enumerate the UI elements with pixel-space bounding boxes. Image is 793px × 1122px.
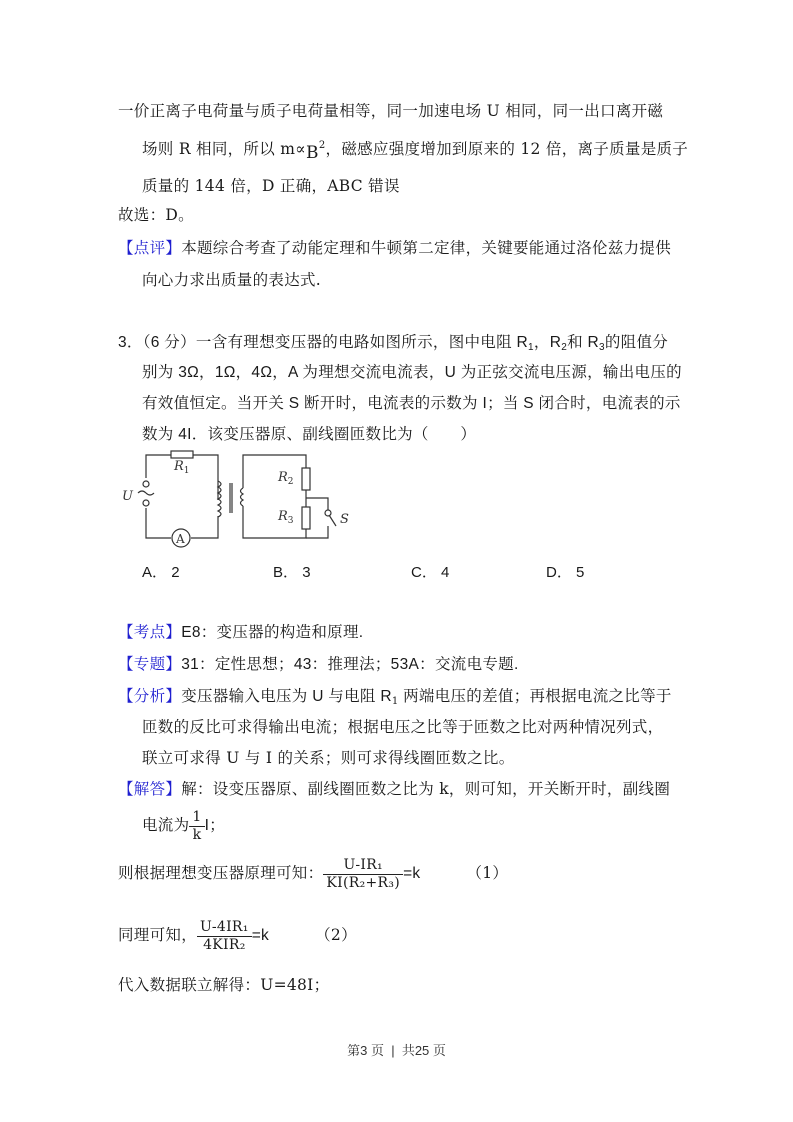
primary-coil [218,481,221,517]
text: 2 [318,140,326,151]
resistor-r2 [302,468,310,490]
text: 同理可知， [118,926,198,944]
equation-number: （1） [466,864,509,882]
page-number: 第3 页 [347,1043,384,1058]
jieda-line-1 [118,779,670,799]
question-line-2: 别为 3Ω，1Ω，4Ω，A 为理想交流电流表，U 为正弦交流电压源，输出电压的 [142,364,682,381]
total-pages: 共25 页 [401,1043,446,1058]
question-line-3: 有效值恒定。当开关 S 断开时，电流表的示数为 I；当 S 闭合时，电流表的示 [142,395,681,412]
text: 的阻值分 [604,334,669,351]
text: I； [204,817,226,834]
question-number: 3．（6 分） [118,334,196,351]
prev-solution-line-1: 一价正离子电荷量与质子电荷量相等，同一加速电场 U 相同，同一出口离开磁 [118,102,664,120]
comment-line-2: 向心力求出质量的表达式. [142,271,322,289]
question-line-4: 数为 4I．该变压器原、副线圈匝数比为（ ） [142,426,477,443]
label-r1: $R_1$ [174,459,190,476]
text: 31：定性思想；43：推理法；53A：交流电专题. [181,656,519,673]
secondary-coil [241,488,244,506]
zhuanti-tag: 【专题】 [118,655,182,673]
text: 两端电压的差值；再根据电流之比等于 [398,688,672,705]
denominator: KI(R₂+R₃) [326,874,401,891]
text: 电流为 [142,816,190,834]
text: A． [142,564,168,581]
choice-d [546,561,584,582]
text: 1 [528,342,534,353]
jieda-tag: 【解答】 [118,780,182,798]
denominator: k [192,826,202,843]
choice-a [142,561,180,582]
text: B． [273,564,299,581]
text: 变压器输入电压为 U 与电阻 R [181,688,392,705]
equation-number: （2） [315,926,357,944]
zhuanti-line [118,654,519,675]
fenxi-tag: 【分析】 [118,687,182,705]
denominator: 4KIR₂ [203,936,246,953]
circuit-diagram [118,448,358,548]
text: ，磁感应强度增加到原来的 12 倍，离子质量是质子 [325,140,689,159]
jieda-line-2 [142,806,225,845]
text: 一含有理想变压器的电路如图所示，图中电阻 R [195,334,529,351]
wire [191,516,218,538]
choice-b [273,561,311,582]
text: 3 [598,342,605,353]
label-r2: $R_2$ [278,470,294,487]
page-footer [0,1040,793,1059]
numerator: U-IR₁ [323,857,403,875]
equation-2 [118,915,357,956]
resistor-r3 [302,507,310,529]
text: 场则 R 相同，所以 m∝ [142,140,307,159]
kaodian-line [118,622,363,643]
terminal [143,481,149,487]
text: =k [403,865,421,882]
equation-2-fraction [197,919,252,954]
text: ，R [533,334,562,351]
label-r3: $R_3$ [278,509,294,526]
text: 解：设变压器原、副线圈匝数之比为 k，则可知，开关断开时，副线圈 [181,780,671,798]
text: E8：变压器的构造和原理. [181,624,364,641]
answer-line: 故选：D。 [118,206,194,224]
ac-source-icon [138,491,154,495]
result-line: 代入数据联立解得：U=48I； [118,976,330,994]
switch-s [329,515,336,526]
text: =k [251,927,270,944]
wire [243,455,306,488]
equation-1-fraction [323,857,403,892]
wire [146,508,171,538]
comment-tag: 【点评】 [118,239,182,257]
text: 5 [576,564,585,581]
numerator: 1 [189,809,204,827]
text: 则根据理想变压器原理可知： [118,864,324,882]
resistor-r1 [171,451,193,458]
text: B [306,143,319,164]
label-u: U [122,489,133,504]
question-line-1 [118,333,668,358]
text: C． [411,564,437,581]
terminal [143,500,149,506]
fenxi-line-3: 联立可求得 U 与 I 的关系；则可求得线圈匝数之比。 [142,749,515,767]
separator: | [391,1043,395,1058]
text: 4 [441,564,450,581]
text: D． [546,564,572,581]
text: 2 [561,342,568,353]
label-s: S [340,512,349,527]
text: 1 [391,696,399,707]
equation-1 [118,853,508,894]
fraction [189,809,204,844]
kaodian-tag: 【考点】 [118,623,182,641]
prev-solution-line-2 [142,136,688,163]
switch-terminal [325,510,331,516]
text: 2 [171,564,180,581]
text: 和 R [567,334,599,351]
numerator: U-4IR₁ [197,919,252,937]
wire [243,506,306,538]
label-ammeter: A [176,532,185,546]
comment-line-1 [118,238,671,258]
prev-solution-line-3: 质量的 144 倍，D 正确，ABC 错误 [142,177,400,195]
fenxi-line-2: 匝数的反比可求得输出电流；根据电压之比等于匝数之比对两种情况列式， [142,718,664,736]
text: 本题综合考查了动能定理和牛顿第二定律，关键要能通过洛伦兹力提供 [181,239,672,257]
text: 3 [302,564,311,581]
choice-c [411,561,449,582]
fenxi-line-1 [118,686,672,712]
